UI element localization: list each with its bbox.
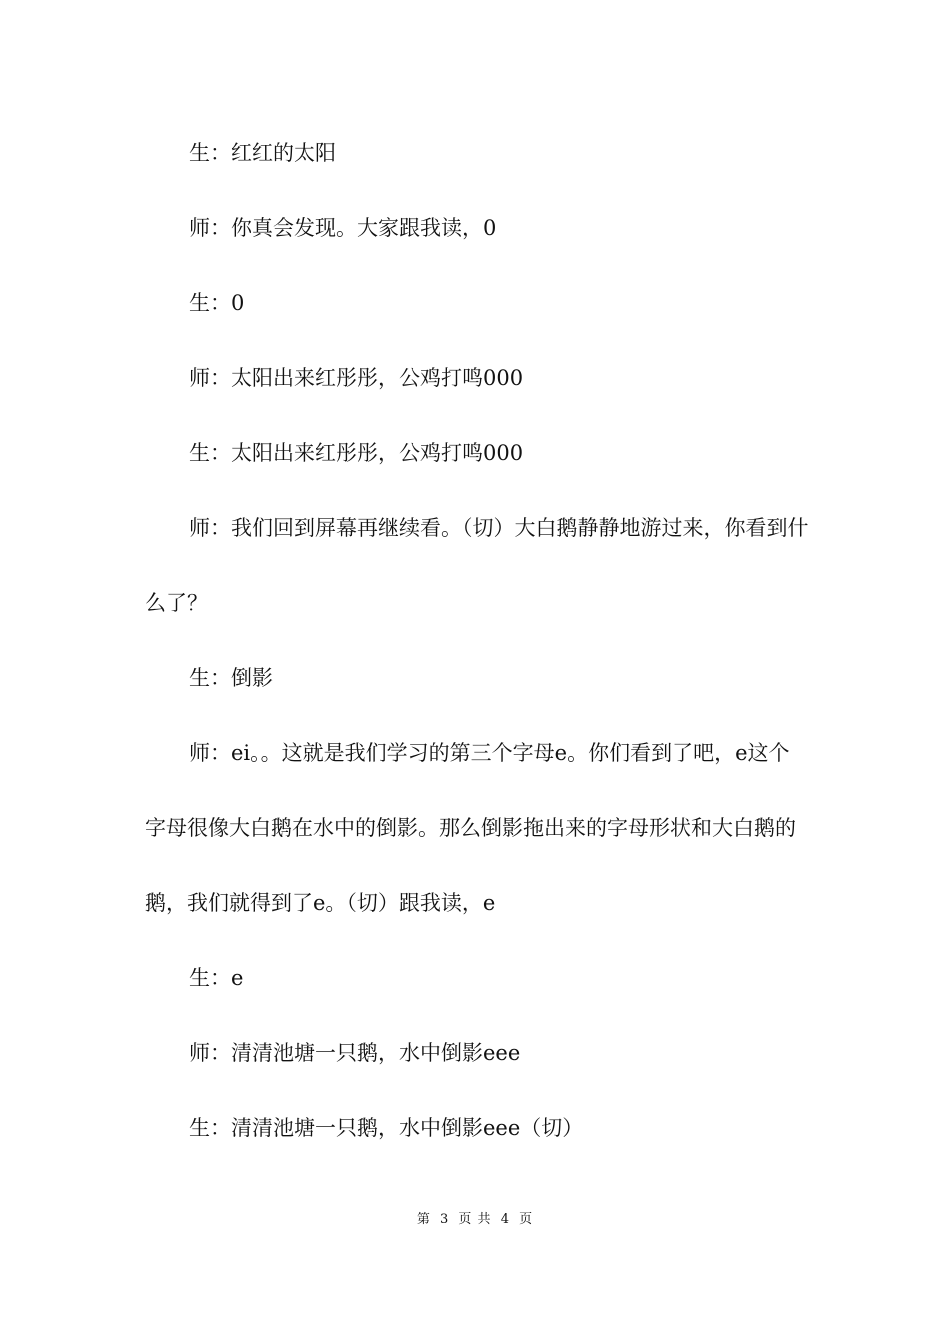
footer-prefix: 第 (416, 1212, 431, 1227)
footer-total-pages: 4 (500, 1212, 510, 1227)
dialogue-line-2: 师：你真会发现。大家跟我读，0 (189, 216, 497, 240)
dialogue-line-4: 师：太阳出来红彤彤，公鸡打鸣000 (189, 366, 524, 390)
dialogue-line-8: 师：ei。。这就是我们学习的第三个字母e。你们看到了吧，e这个字母很像大白鹅在水中的倒影。那么倒影拖出来的字母形状和大白鹅的鹅，我们就得到了e。（切）跟我读，e (145, 741, 796, 915)
dialogue-line-9: 生：e (189, 966, 244, 990)
footer-current-page: 3 (440, 1212, 450, 1227)
dialogue-line-5: 生：太阳出来红彤彤，公鸡打鸣000 (189, 441, 524, 465)
dialogue-line-10: 师：清清池塘一只鹅，水中倒影eee (189, 1041, 521, 1065)
page-footer (0, 1208, 950, 1227)
dialogue-line-1: 生：红红的太阳 (189, 141, 336, 165)
dialogue-line-6: 师：我们回到屏幕再继续看。（切）大白鹅静静地游过来，你看到什么了？ (145, 516, 809, 615)
footer-middle: 页 共 (458, 1212, 492, 1227)
dialogue-line-3: 生：0 (189, 291, 245, 315)
dialogue-line-7: 生：倒影 (189, 666, 273, 690)
footer-suffix: 页 (519, 1212, 534, 1227)
dialogue-line-11: 生：清清池塘一只鹅，水中倒影eee（切） (189, 1116, 584, 1140)
